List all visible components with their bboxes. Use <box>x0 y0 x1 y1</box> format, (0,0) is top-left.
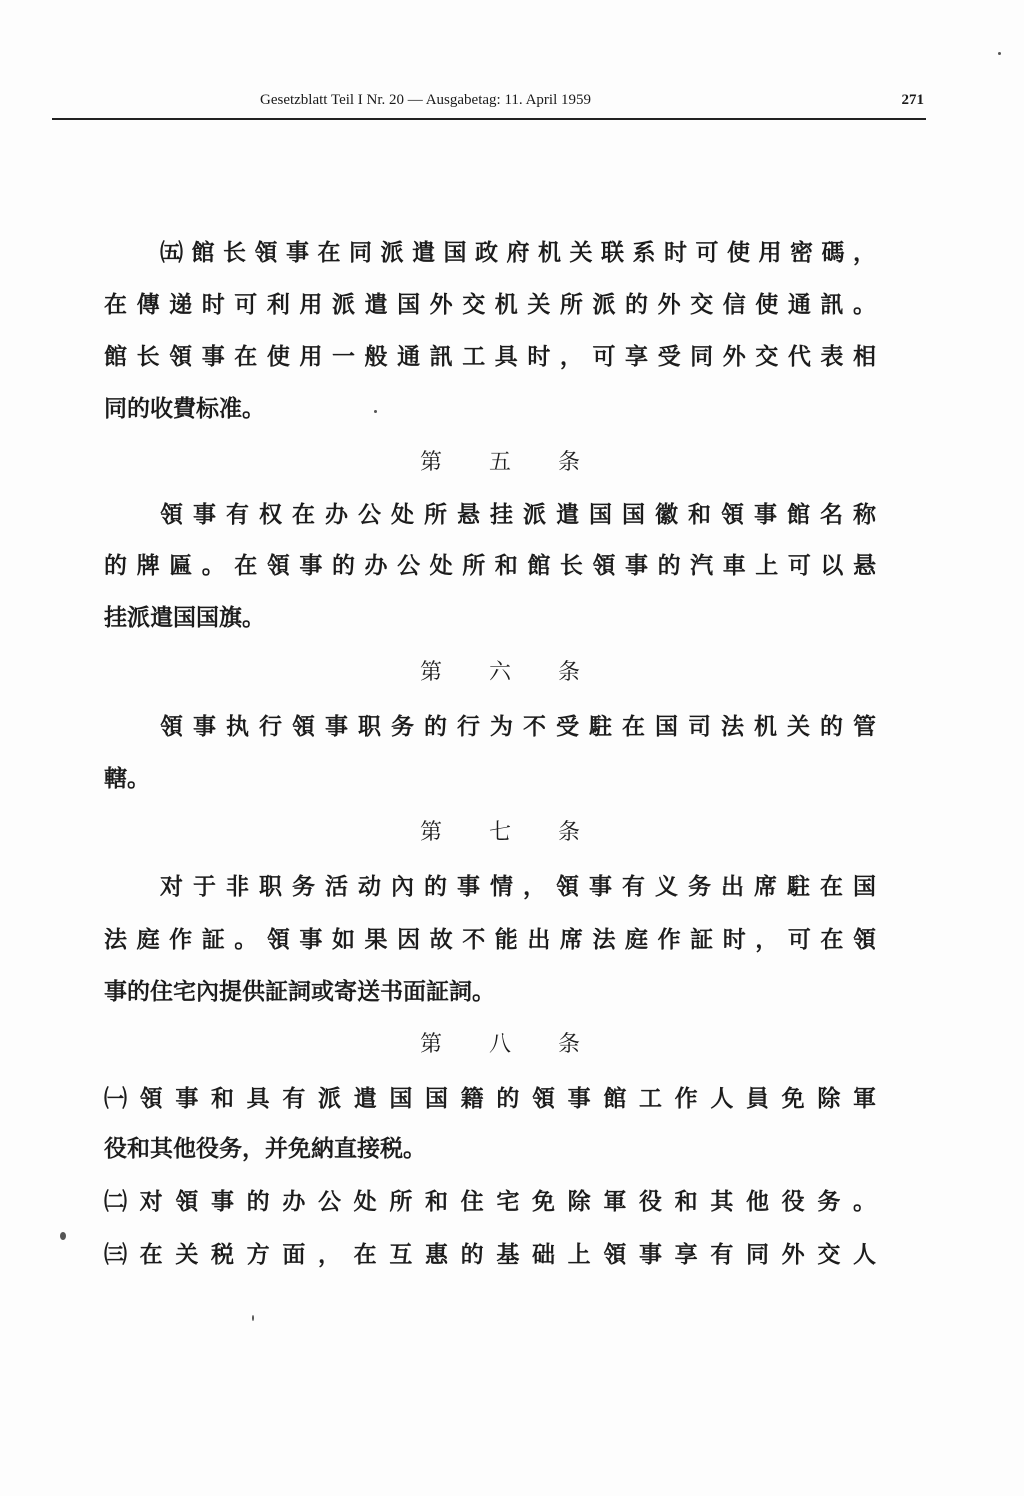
text-line: 役和其他役务，并免納直接税。 <box>104 1136 426 1162</box>
text-line: 的牌匾。在領事的办公处所和館长領事的汽車上可以悬 <box>104 553 876 579</box>
text-line: ㈤館长領事在同派遣国政府机关联系时可使用密碼， <box>160 240 876 266</box>
scan-speck <box>60 1232 66 1240</box>
text-line: 領事执行領事职务的行为不受駐在国司法机关的管 <box>160 714 876 740</box>
text-line: 領事有权在办公处所悬挂派遣国国徽和領事館名称 <box>160 502 876 528</box>
text-line: 同的收費标准。 <box>104 396 265 422</box>
article-heading: 第六条 <box>420 660 580 685</box>
article-heading: 第五条 <box>420 450 580 475</box>
scan-speck <box>998 52 1001 55</box>
text-line: 挂派遣国国旗。 <box>104 605 265 631</box>
text-line: ㈢在关税方面，在互惠的基础上領事享有同外交人 <box>104 1242 876 1268</box>
text-line: 館长領事在使用一般通訊工具时，可享受同外交代表相 <box>104 344 876 370</box>
header-title: Gesetzblatt Teil I Nr. 20 — Ausgabetag: 11. April 1959 <box>260 92 591 108</box>
text-line: 轄。 <box>104 766 150 792</box>
text-line: 对于非职务活动內的事情，領事有义务出席駐在国 <box>160 874 876 900</box>
text-line: ㈠領事和具有派遣国国籍的領事館工作人員免除軍 <box>104 1086 876 1112</box>
article-heading: 第八条 <box>420 1032 580 1057</box>
page-header <box>100 92 924 116</box>
text-line: ㈡对領事的办公处所和住宅免除軍役和其他役务。 <box>104 1189 876 1215</box>
text-line: 法庭作証。領事如果因故不能出席法庭作証时，可在領 <box>104 927 876 953</box>
article-heading: 第七条 <box>420 820 580 845</box>
header-rule <box>52 118 926 120</box>
scan-speck <box>252 1315 254 1321</box>
text-line: 在傳递时可利用派遣国外交机关所派的外交信使通訊。 <box>104 292 876 318</box>
text-line: 事的住宅內提供証詞或寄送书面証詞。 <box>104 979 495 1005</box>
scan-speck <box>374 410 377 413</box>
page-number: 271 <box>901 92 924 108</box>
